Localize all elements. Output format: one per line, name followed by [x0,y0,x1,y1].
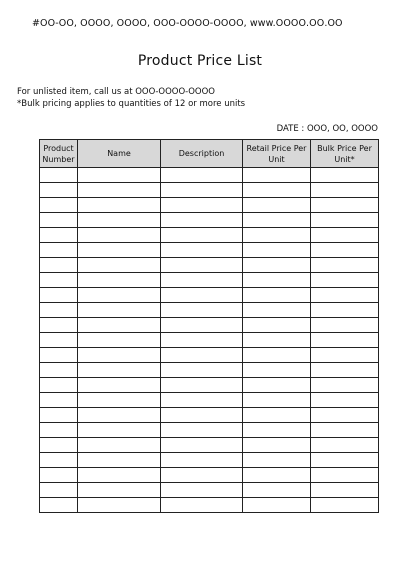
table-cell[interactable] [311,498,379,513]
table-row [40,273,379,288]
table-cell[interactable] [161,423,243,438]
table-row [40,498,379,513]
table-row [40,483,379,498]
table-cell[interactable] [161,213,243,228]
table-cell[interactable] [78,213,161,228]
table-cell[interactable] [311,288,379,303]
table-cell[interactable] [243,258,311,273]
table-cell[interactable] [40,423,78,438]
table-cell[interactable] [40,183,78,198]
table-cell[interactable] [78,273,161,288]
table-cell[interactable] [78,183,161,198]
table-cell[interactable] [243,288,311,303]
table-cell[interactable] [78,483,161,498]
table-cell[interactable] [40,258,78,273]
table-row [40,438,379,453]
table-cell[interactable] [161,228,243,243]
table-row [40,468,379,483]
table-cell[interactable] [161,258,243,273]
table-cell[interactable] [78,348,161,363]
table-cell[interactable] [311,303,379,318]
col-header-line1: Name [107,149,131,158]
table-cell[interactable] [311,423,379,438]
table-row [40,318,379,333]
table-cell[interactable] [243,453,311,468]
table-cell[interactable] [243,393,311,408]
col-product-number [40,140,78,168]
table-cell[interactable] [78,438,161,453]
col-header-line2: Number [42,154,75,164]
table-row [40,423,379,438]
table-row [40,213,379,228]
table-cell[interactable] [243,243,311,258]
table-cell[interactable] [78,258,161,273]
table-cell[interactable] [78,243,161,258]
col-header-line1: Product [43,143,74,153]
table-cell[interactable] [311,318,379,333]
table-cell[interactable] [40,213,78,228]
table-cell[interactable] [161,453,243,468]
table-cell[interactable] [161,468,243,483]
table-cell[interactable] [243,183,311,198]
unlisted-item-note: For unlisted item, call us at ΟΟΟ-ΟΟΟΟ-ΟΟΟΟ [17,87,215,97]
table-row [40,378,379,393]
table-cell[interactable] [161,183,243,198]
table-header-row [40,140,379,168]
table-cell[interactable] [78,318,161,333]
table-cell[interactable] [40,393,78,408]
table-cell[interactable] [311,483,379,498]
table-cell[interactable] [40,483,78,498]
table-cell[interactable] [161,438,243,453]
table-cell[interactable] [311,198,379,213]
col-bulk-price [311,140,379,168]
table-row [40,363,379,378]
col-header-line1: Retail Price Per [246,143,307,153]
table-cell[interactable] [161,348,243,363]
table-cell[interactable] [40,243,78,258]
table-cell[interactable] [78,333,161,348]
page-title: Product Price List [137,53,263,69]
col-description [161,140,243,168]
table-cell[interactable] [161,393,243,408]
table-cell[interactable] [40,333,78,348]
table-cell[interactable] [40,303,78,318]
table-cell[interactable] [243,228,311,243]
table-cell[interactable] [311,438,379,453]
table-cell[interactable] [78,393,161,408]
table-cell[interactable] [243,438,311,453]
table-cell[interactable] [311,213,379,228]
table-cell[interactable] [78,423,161,438]
table-row [40,333,379,348]
table-cell[interactable] [161,333,243,348]
table-cell[interactable] [311,378,379,393]
table-cell[interactable] [311,393,379,408]
table-cell[interactable] [243,498,311,513]
table-cell[interactable] [40,288,78,303]
table-cell[interactable] [311,333,379,348]
table-cell[interactable] [161,318,243,333]
table-cell[interactable] [161,303,243,318]
table-row [40,288,379,303]
table-cell[interactable] [78,228,161,243]
table-cell[interactable] [78,378,161,393]
col-retail-price [243,140,311,168]
table-cell[interactable] [243,198,311,213]
table-row [40,393,379,408]
table-cell[interactable] [40,273,78,288]
table-cell[interactable] [78,498,161,513]
bulk-pricing-note: *Bulk pricing applies to quantities of 12 or more units [17,99,246,109]
table-cell[interactable] [243,468,311,483]
table-cell[interactable] [78,198,161,213]
table-row [40,243,379,258]
table-cell[interactable] [243,483,311,498]
table-cell[interactable] [311,183,379,198]
table-cell[interactable] [243,348,311,363]
table-row [40,168,379,183]
table-cell[interactable] [78,288,161,303]
table-cell[interactable] [161,198,243,213]
table-cell[interactable] [161,483,243,498]
table-cell[interactable] [243,168,311,183]
table-cell[interactable] [311,258,379,273]
table-cell[interactable] [40,378,78,393]
table-cell[interactable] [40,453,78,468]
table-cell[interactable] [243,363,311,378]
table-cell[interactable] [78,453,161,468]
table-cell[interactable] [311,168,379,183]
table-cell[interactable] [40,498,78,513]
table-row [40,183,379,198]
table-cell[interactable] [311,408,379,423]
table-cell[interactable] [161,168,243,183]
table-cell[interactable] [161,498,243,513]
col-header-line1: Description [178,149,225,158]
table-cell[interactable] [78,168,161,183]
price-table [39,139,379,513]
table-cell[interactable] [311,453,379,468]
table-cell[interactable] [40,363,78,378]
table-cell[interactable] [161,363,243,378]
table-cell[interactable] [311,273,379,288]
table-cell[interactable] [161,408,243,423]
table-cell[interactable] [40,168,78,183]
table-cell[interactable] [243,273,311,288]
table-cell[interactable] [243,303,311,318]
table-cell[interactable] [40,348,78,363]
table-cell[interactable] [78,303,161,318]
table-cell[interactable] [311,228,379,243]
table-cell[interactable] [40,468,78,483]
table-cell[interactable] [78,468,161,483]
contact-header: #ΟΟ-ΟΟ, ΟΟΟΟ, ΟΟΟΟ, ΟΟΟ-ΟΟΟΟ-ΟΟΟΟ, www.ΟΟΟΟ.ΟΟ.ΟΟ [32,18,343,29]
table-cell[interactable] [311,468,379,483]
table-cell[interactable] [243,213,311,228]
table-cell[interactable] [311,243,379,258]
table-cell[interactable] [243,378,311,393]
table-cell[interactable] [40,198,78,213]
table-cell[interactable] [40,408,78,423]
table-row [40,198,379,213]
table-row [40,258,379,273]
table-cell[interactable] [243,318,311,333]
table-cell[interactable] [243,423,311,438]
date-line: DATE : ΟΟΟ, ΟΟ, ΟΟΟΟ [276,124,378,134]
table-cell[interactable] [40,228,78,243]
col-header-line1: Bulk Price Per [317,143,372,153]
table-cell[interactable] [78,408,161,423]
table-cell[interactable] [78,363,161,378]
table-cell[interactable] [161,378,243,393]
table-row [40,348,379,363]
table-body [40,168,379,513]
table-row [40,303,379,318]
table-cell[interactable] [311,363,379,378]
table-cell[interactable] [243,408,311,423]
table-cell[interactable] [311,348,379,363]
table-row [40,408,379,423]
table-row [40,228,379,243]
table-cell[interactable] [40,318,78,333]
table-row [40,453,379,468]
table-cell[interactable] [161,273,243,288]
table-cell[interactable] [243,333,311,348]
col-name [78,140,161,168]
table-cell[interactable] [40,438,78,453]
col-header-line2: Unit [268,154,285,164]
table-cell[interactable] [161,243,243,258]
col-header-line2: Unit* [334,154,355,164]
table-cell[interactable] [161,288,243,303]
